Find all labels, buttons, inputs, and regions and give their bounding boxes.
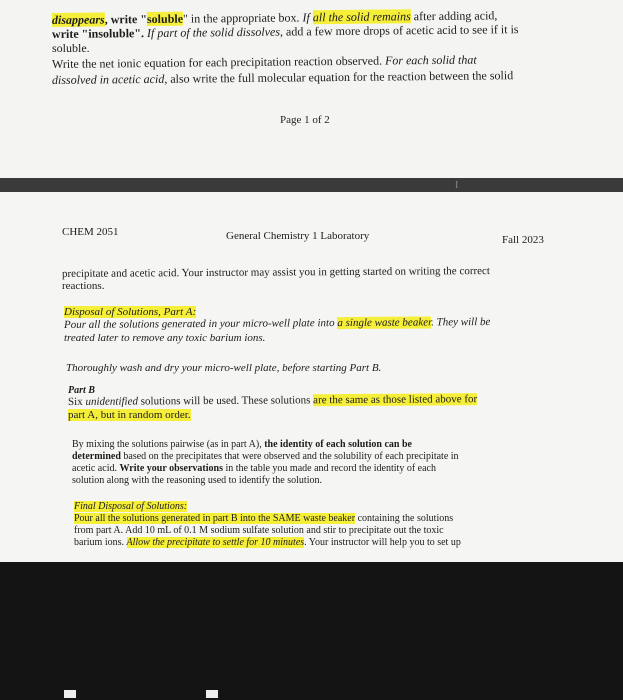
final-line: Pour all the solutions generated in part B into the SAME waste beaker containing the solutions <box>74 513 454 524</box>
page-number-footer: Page 1 of 2 <box>280 114 330 126</box>
disposal-line: Pour all the solutions generated in your micro-well plate into a single waste beaker. They will be <box>63 316 491 331</box>
paragraph-line: precipitate and acetic acid. Your instructor may assist you in getting started on writing the correct <box>61 265 490 280</box>
part-b-line: Six unidentified solutions will be used. These solutions are the same as those listed above for <box>67 393 478 408</box>
page-break <box>0 178 623 192</box>
mixing-line: determined based on the precipitates that were observed and the solubility of each precipitate in <box>72 451 459 462</box>
header-title: General Chemistry 1 Laboratory <box>226 230 370 242</box>
mixing-line: solution along with the reasoning used to identify the solution. <box>72 475 322 486</box>
paragraph-line: reactions. <box>62 280 105 292</box>
text-cursor-icon: I <box>455 180 459 191</box>
header-term: Fall 2023 <box>502 234 544 246</box>
page-one-fragment <box>0 0 623 178</box>
final-line: barium ions. Allow the precipitate to settle for 10 minutes. Your instructor will help you to set up <box>74 537 461 548</box>
page-two <box>0 192 623 562</box>
part-b-title: Part B <box>68 385 95 396</box>
section-title-disposal: Disposal of Solutions, Part A: <box>64 306 197 318</box>
page1-line5: dissolved in acetic acid, also write the full molecular equation for the reaction between the solid <box>51 68 514 87</box>
speaker-icon <box>206 690 218 698</box>
page1-line4: Write the net ionic equation for each precipitation reaction observed. For each solid that <box>51 52 477 71</box>
header-course: CHEM 2051 <box>62 226 119 238</box>
app-icon <box>64 690 76 698</box>
section-title-final-disposal: Final Disposal of Solutions: <box>74 501 188 512</box>
part-b-line: part A, but in random order. <box>68 409 191 421</box>
page1-line3: soluble. <box>52 41 90 55</box>
final-line: from part A. Add 10 mL of 0.1 M sodium sulfate solution and stir to precipitate out the toxic <box>74 525 444 536</box>
page1-line1: disappears, write "soluble" in the appropriate box. If all the solid remains after adding acid, <box>51 8 498 27</box>
mixing-line: acetic acid. Write your observations in the table you made and record the identity of each <box>72 463 436 474</box>
screen-bezel-dark-area <box>0 562 623 700</box>
wash-instruction: Thoroughly wash and dry your micro-well plate, before starting Part B. <box>66 362 382 374</box>
mixing-line: By mixing the solutions pairwise (as in part A), the identity of each solution can be <box>72 439 412 450</box>
disposal-line: treated later to remove any toxic barium ions. <box>64 332 266 344</box>
page1-line2: write "insoluble". If part of the solid dissolves, add a few more drops of acetic acid to see if it is <box>51 22 519 41</box>
